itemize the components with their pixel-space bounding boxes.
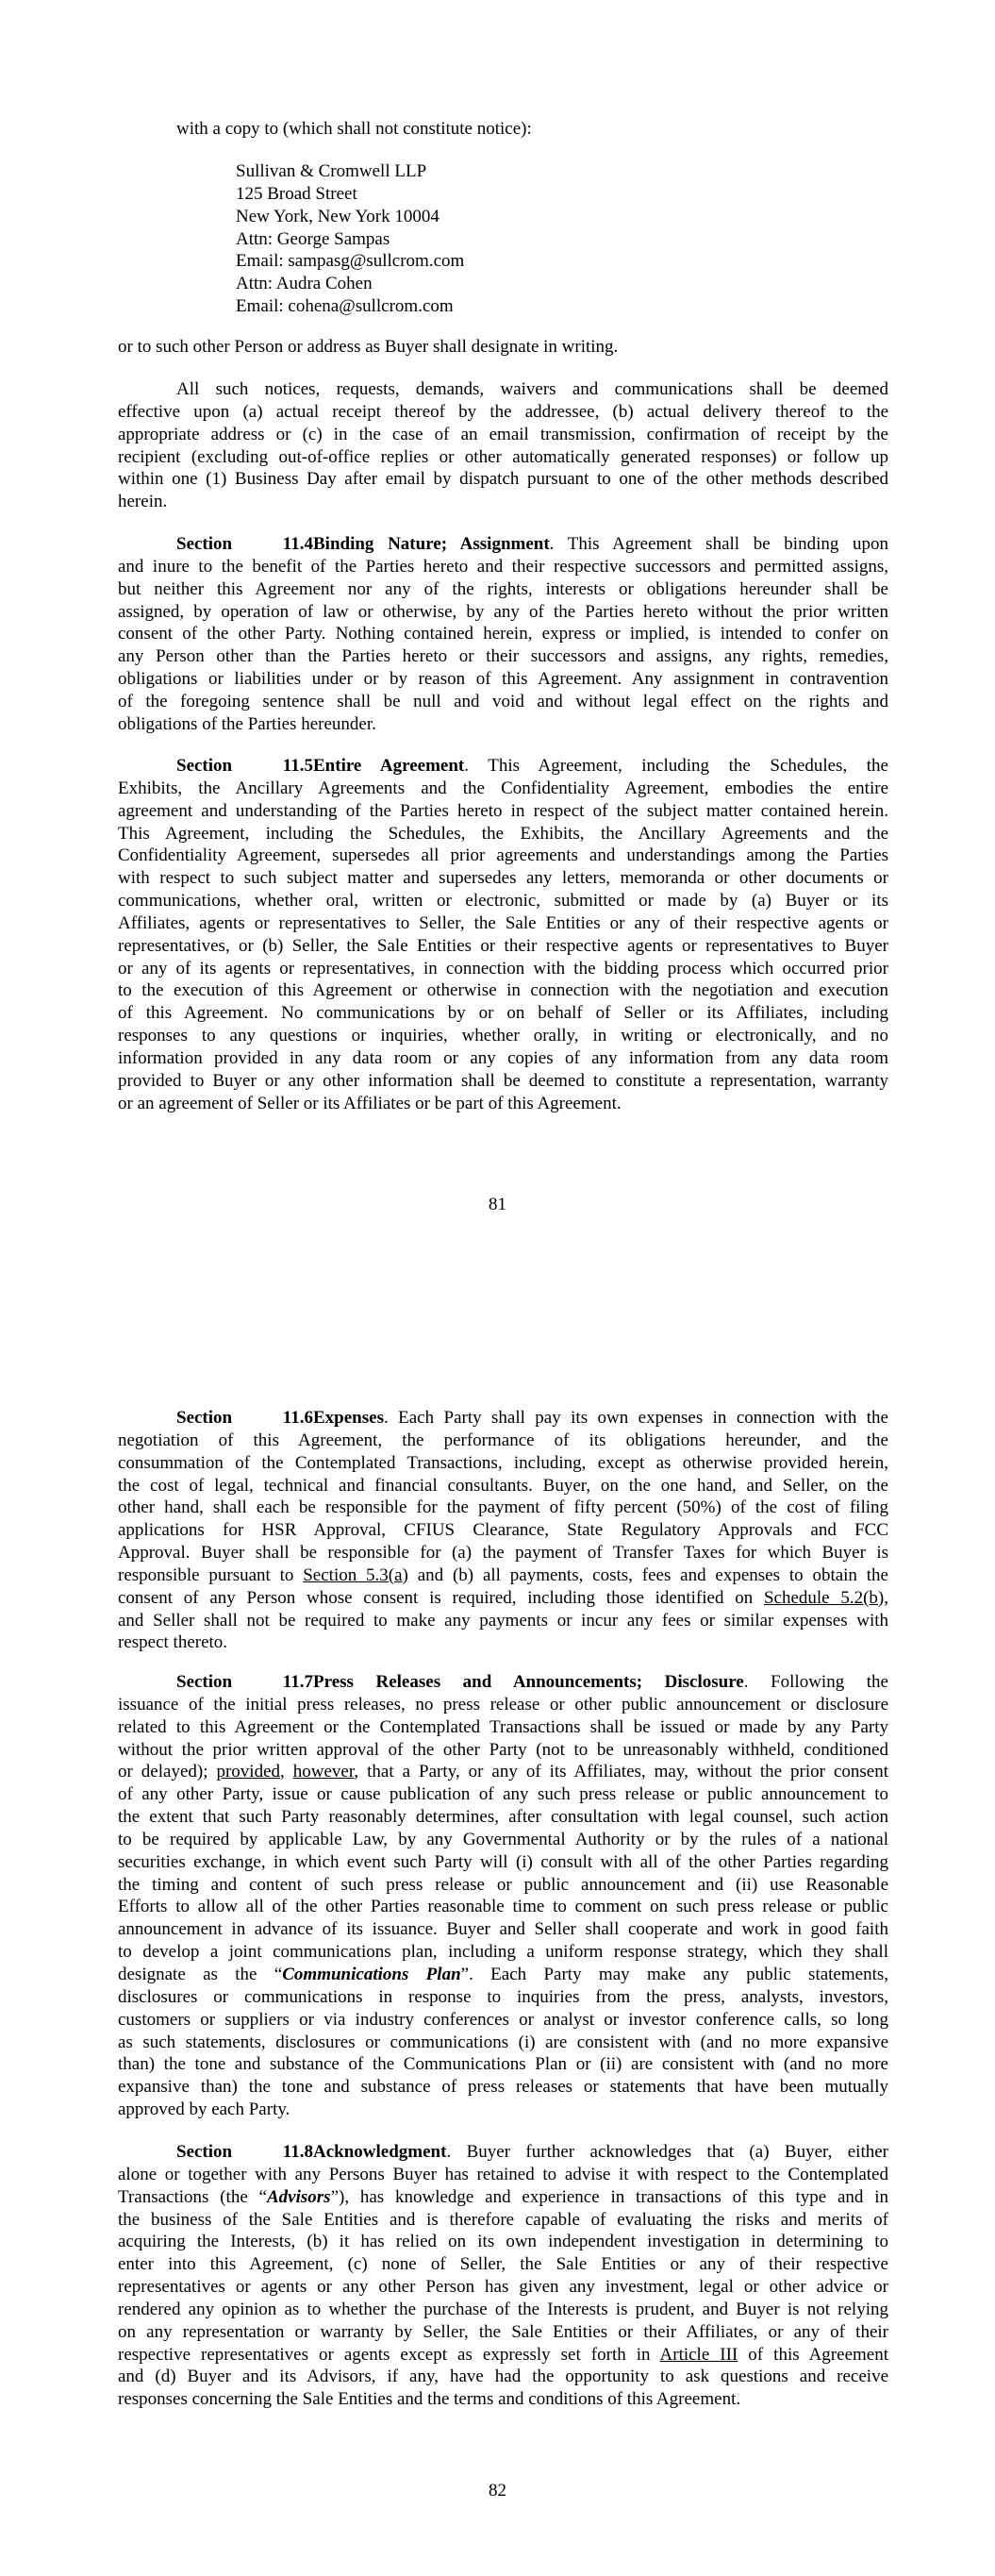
text-line: applications for HSR Approval, CFIUS Clearance, State Regulatory Approvals and FCC	[118, 1520, 888, 1541]
section-11-5-entire-agreement	[118, 755, 888, 1115]
text-line: to develop a joint communications plan, including a uniform response strategy, which they shall	[118, 1942, 888, 1963]
text-line: the timing and content of such press release or public announcement and (ii) use Reasonable	[118, 1874, 888, 1895]
text-line: communications, whether oral, written or electronic, submitted or made by (a) Buyer or its	[118, 891, 888, 912]
text-line: announcement in advance of its issuance. Buyer and Seller shall cooperate and work in good faith	[118, 1919, 888, 1940]
text-line: approved by each Party.	[118, 2099, 290, 2120]
text-run: Transactions (the “	[118, 2186, 267, 2207]
page-number: 81	[489, 1195, 506, 1214]
text-run: consent of any Person whose consent is required, including those identified on	[118, 1587, 764, 1608]
text-run: ,	[884, 1587, 888, 1608]
text-line	[118, 1671, 888, 1694]
text-line: or to such other Person or address as Buyer shall designate in writing.	[118, 337, 619, 357]
text-line: with a copy to (which shall not constitute notice):	[176, 119, 532, 139]
text-line	[118, 1564, 888, 1587]
text-line: New York, New York 10004	[236, 206, 439, 226]
text-line: 125 Broad Street	[236, 183, 357, 204]
text-line: representatives, or (b) Seller, the Sale Entities or their respective agents or representatives to Buyer	[118, 935, 888, 956]
text-line: obligations or liabilities under or by reason of this Agreement. Any assignment in contravention	[118, 669, 888, 690]
text-run: responsible pursuant to	[118, 1564, 304, 1585]
designate-in-writing-paragraph	[118, 336, 888, 359]
text-line: responses to any questions or inquiries, whether orally, in writing or electronically, and no	[118, 1026, 888, 1046]
text-line: Exhibits, the Ancillary Agreements and the Confidentiality Agreement, embodies the entire	[118, 778, 888, 798]
text-line: the extent that such Party reasonably determines, after consultation with legal counsel, such action	[118, 1807, 888, 1828]
notice-address-block	[236, 160, 707, 318]
text-line: Attn: Audra Cohen	[236, 274, 373, 294]
text-line: and Seller shall not be required to make any payments or incur any fees or similar expenses with	[118, 1610, 888, 1631]
section-heading: Acknowledgment	[313, 2142, 447, 2162]
text-line: but neither this Agreement nor any of the rights, interests or obligations hereunder shall be	[118, 578, 888, 599]
text-run: , that a Party, or any of its Affiliates, may, without the prior consent	[354, 1762, 889, 1782]
text-run: . Each Party shall pay its own expenses in connection with the	[383, 1408, 888, 1428]
text-line: recipient (excluding out-of-office replies or other automatically generated responses) or follow up	[118, 446, 888, 467]
text-line: without the prior written approval of the other Party (not to be unreasonably withheld, conditioned	[118, 1739, 888, 1760]
section-heading: Binding Nature; Assignment	[313, 534, 550, 554]
text-line: rendered any opinion as to whether the purchase of the Interests is prudent, and Buyer is not relying	[118, 2299, 888, 2319]
text-run: respective representatives or agents except as expressly set forth in	[118, 2344, 660, 2365]
text-line: respect thereto.	[118, 1632, 228, 1653]
text-run: designate as the “	[118, 1964, 283, 1984]
text-line: consummation of the Contemplated Transactions, including, except as otherwise provided herein,	[118, 1452, 888, 1473]
cross-reference-link[interactable]: Schedule 5.2(b)	[763, 1587, 885, 1608]
text-line: any Person other than the Parties hereto or their successors and assigns, any rights, remedies,	[118, 646, 888, 667]
text-line	[118, 1761, 888, 1783]
text-line: Affiliates, agents or representatives to Seller, the Sale Entities or any of their respective agents or	[118, 912, 888, 933]
cross-reference-link[interactable]: Section 5.3(a)	[303, 1564, 408, 1585]
text-line: the cost of legal, technical and financial consultants. Buyer, on the one hand, and Seller, on the	[118, 1475, 888, 1496]
defined-term: Advisors	[266, 2186, 331, 2207]
text-line	[118, 1964, 888, 1986]
text-line: consent of the other Party. Nothing contained herein, express or implied, is intended to confer on	[118, 624, 888, 644]
text-line: This Agreement, including the Schedules, the Exhibits, the Ancillary Agreements and the	[118, 823, 888, 844]
section-number: Section 11.4	[176, 534, 313, 554]
section-11-6-expenses	[118, 1407, 888, 1654]
text-line: obligations of the Parties hereunder.	[118, 713, 376, 734]
section-heading: Expenses	[313, 1408, 384, 1428]
section-number: Section 11.8	[176, 2142, 313, 2162]
section-number: Section 11.5	[176, 756, 313, 776]
section-heading: Press Releases and Announcements; Disclosure	[313, 1672, 744, 1692]
text-line: disclosures or communications in response to inquiries from the press, analysts, investors,	[118, 1986, 888, 2007]
text-line	[118, 2186, 888, 2209]
text-line: and inure to the benefit of the Parties hereto and their respective successors and permitted assigns,	[118, 556, 888, 577]
text-line	[118, 755, 888, 778]
text-line: Confidentiality Agreement, supersedes all prior agreements and understandings among the Parties	[118, 845, 888, 866]
text-run: . This Agreement, including the Schedules, the	[464, 756, 888, 776]
cross-reference-link[interactable]: provided	[216, 1762, 281, 1782]
text-run: ”. Each Party may make any public statements,	[460, 1964, 889, 1984]
text-line	[118, 1407, 888, 1430]
text-line: Email: cohena@sullcrom.com	[236, 296, 454, 317]
section-11-7-press-releases	[118, 1671, 888, 2121]
page-number: 82	[489, 2481, 506, 2501]
text-line: enter into this Agreement, (c) none of Seller, the Sale Entities or any of their respective	[118, 2254, 888, 2275]
cross-reference-link[interactable]: however	[292, 1762, 355, 1782]
text-line: to the execution of this Agreement or otherwise in connection with the negotiation and execution	[118, 980, 888, 1001]
text-line: or any of its agents or representatives, in connection with the bidding process which occurred prior	[118, 958, 888, 979]
text-line: alone or together with any Persons Buyer has retained to advise it with respect to the Contemplated	[118, 2164, 888, 2184]
section-11-8-acknowledgment	[118, 2141, 888, 2411]
text-run: . Following the	[743, 1672, 888, 1692]
defined-term: Communications Plan	[282, 1964, 461, 1984]
text-line	[118, 533, 888, 556]
text-line: acquiring the Interests, (b) it has relied on its own independent investigation in determining to	[118, 2232, 888, 2252]
text-run: . This Agreement shall be binding upon	[549, 534, 889, 554]
text-line: the business of the Sale Entities and is therefore capable of evaluating the risks and merits of	[118, 2209, 888, 2230]
text-run: of this Agreement	[738, 2344, 888, 2365]
text-line: of the foregoing sentence shall be null and void and without legal effect on the rights and	[118, 691, 888, 711]
text-run: ”), has knowledge and experience in transactions of this type and in	[330, 2186, 888, 2207]
section-number: Section 11.6	[176, 1408, 313, 1428]
text-run: ,	[280, 1762, 293, 1782]
copy-to-line	[118, 118, 888, 141]
text-line: other hand, shall each be responsible for the payment of fifty percent (50%) of the cost of filing	[118, 1497, 888, 1518]
text-line: of any other Party, issue or cause publication of any such press release or public announcement to	[118, 1784, 888, 1805]
text-line: agreement and understanding of the Parties hereto in respect of the subject matter contained herein.	[118, 800, 888, 821]
text-line: negotiation of this Agreement, the performance of its obligations hereunder, and the	[118, 1430, 888, 1450]
text-run: or delayed);	[118, 1762, 217, 1782]
text-line: expansive than) the tone and substance of press releases or statements that have been mutually	[118, 2077, 888, 2098]
text-line	[118, 1587, 888, 1610]
text-line	[118, 2141, 888, 2164]
text-line: to be required by applicable Law, by any Governmental Authority or by the rules of a national	[118, 1829, 888, 1849]
text-line: All such notices, requests, demands, waivers and communications shall be deemed	[176, 379, 888, 399]
section-11-4-binding-nature	[118, 533, 888, 736]
cross-reference-link[interactable]: Article III	[659, 2344, 738, 2365]
notices-effective-paragraph	[118, 378, 888, 513]
text-line: provided to Buyer or any other information shall be deemed to constitute a representation, warranty	[118, 1070, 888, 1091]
text-line: related to this Agreement or the Contemplated Transactions shall be issued or made by any Party	[118, 1716, 888, 1737]
text-line: Attn: George Sampas	[236, 228, 390, 249]
text-line: information provided in any data room or any copies of any information from any data room	[118, 1047, 888, 1068]
text-line: issuance of the initial press releases, no press release or other public announcement or disclosure	[118, 1694, 888, 1715]
text-line: than) the tone and substance of the Communications Plan or (ii) are consistent with (and no more	[118, 2054, 888, 2075]
section-number: Section 11.7	[176, 1672, 313, 1692]
text-line: customers or suppliers or via industry conferences or analyst or investor conference calls, so long	[118, 2009, 888, 2030]
text-line: with respect to such subject matter and supersedes any letters, memoranda or other documents or	[118, 868, 888, 889]
text-line: Efforts to allow all of the other Parties reasonable time to comment on such press release or public	[118, 1897, 888, 1917]
text-line: Email: sampasg@sullcrom.com	[236, 251, 465, 272]
text-line: within one (1) Business Day after email by dispatch pursuant to one of the other methods described	[118, 469, 888, 490]
text-line: Approval. Buyer shall be responsible for (a) the payment of Transfer Taxes for which Buyer is	[118, 1543, 888, 1564]
text-line	[118, 2344, 888, 2367]
text-line: representatives or agents or any other Person has given any investment, legal or other advice or	[118, 2277, 888, 2298]
text-line: herein.	[118, 492, 168, 512]
text-line: of this Agreement. No communications by or on behalf of Seller or its Affiliates, including	[118, 1003, 888, 1024]
text-line: responses concerning the Sale Entities and the terms and conditions of this Agreement.	[118, 2389, 741, 2410]
text-line: or an agreement of Seller or its Affiliates or be part of this Agreement.	[118, 1093, 622, 1113]
text-line: Sullivan & Cromwell LLP	[236, 161, 427, 181]
text-line: appropriate address or (c) in the case of an email transmission, confirmation of receipt by the	[118, 424, 888, 444]
text-line: on any representation or warranty by Seller, the Sale Entities or their Affiliates, or any of their	[118, 2321, 888, 2342]
text-line: effective upon (a) actual receipt thereof by the addressee, (b) actual delivery thereof to the	[118, 401, 888, 422]
section-heading: Entire Agreement	[313, 756, 465, 776]
text-line: securities exchange, in which event such Party will (i) consult with all of the other Parties regarding	[118, 1851, 888, 1872]
text-run: . Buyer further acknowledges that (a) Buyer, either	[446, 2142, 888, 2162]
text-line: assigned, by operation of law or otherwise, by any of the Parties hereto without the prior written	[118, 601, 888, 622]
text-line: and (d) Buyer and its Advisors, if any, have had the opportunity to ask questions and receive	[118, 2367, 888, 2387]
text-run: and (b) all payments, costs, fees and expenses to obtain the	[407, 1564, 888, 1585]
text-line: as such statements, disclosures or communications (i) are consistent with (and no more expansive	[118, 2032, 888, 2052]
